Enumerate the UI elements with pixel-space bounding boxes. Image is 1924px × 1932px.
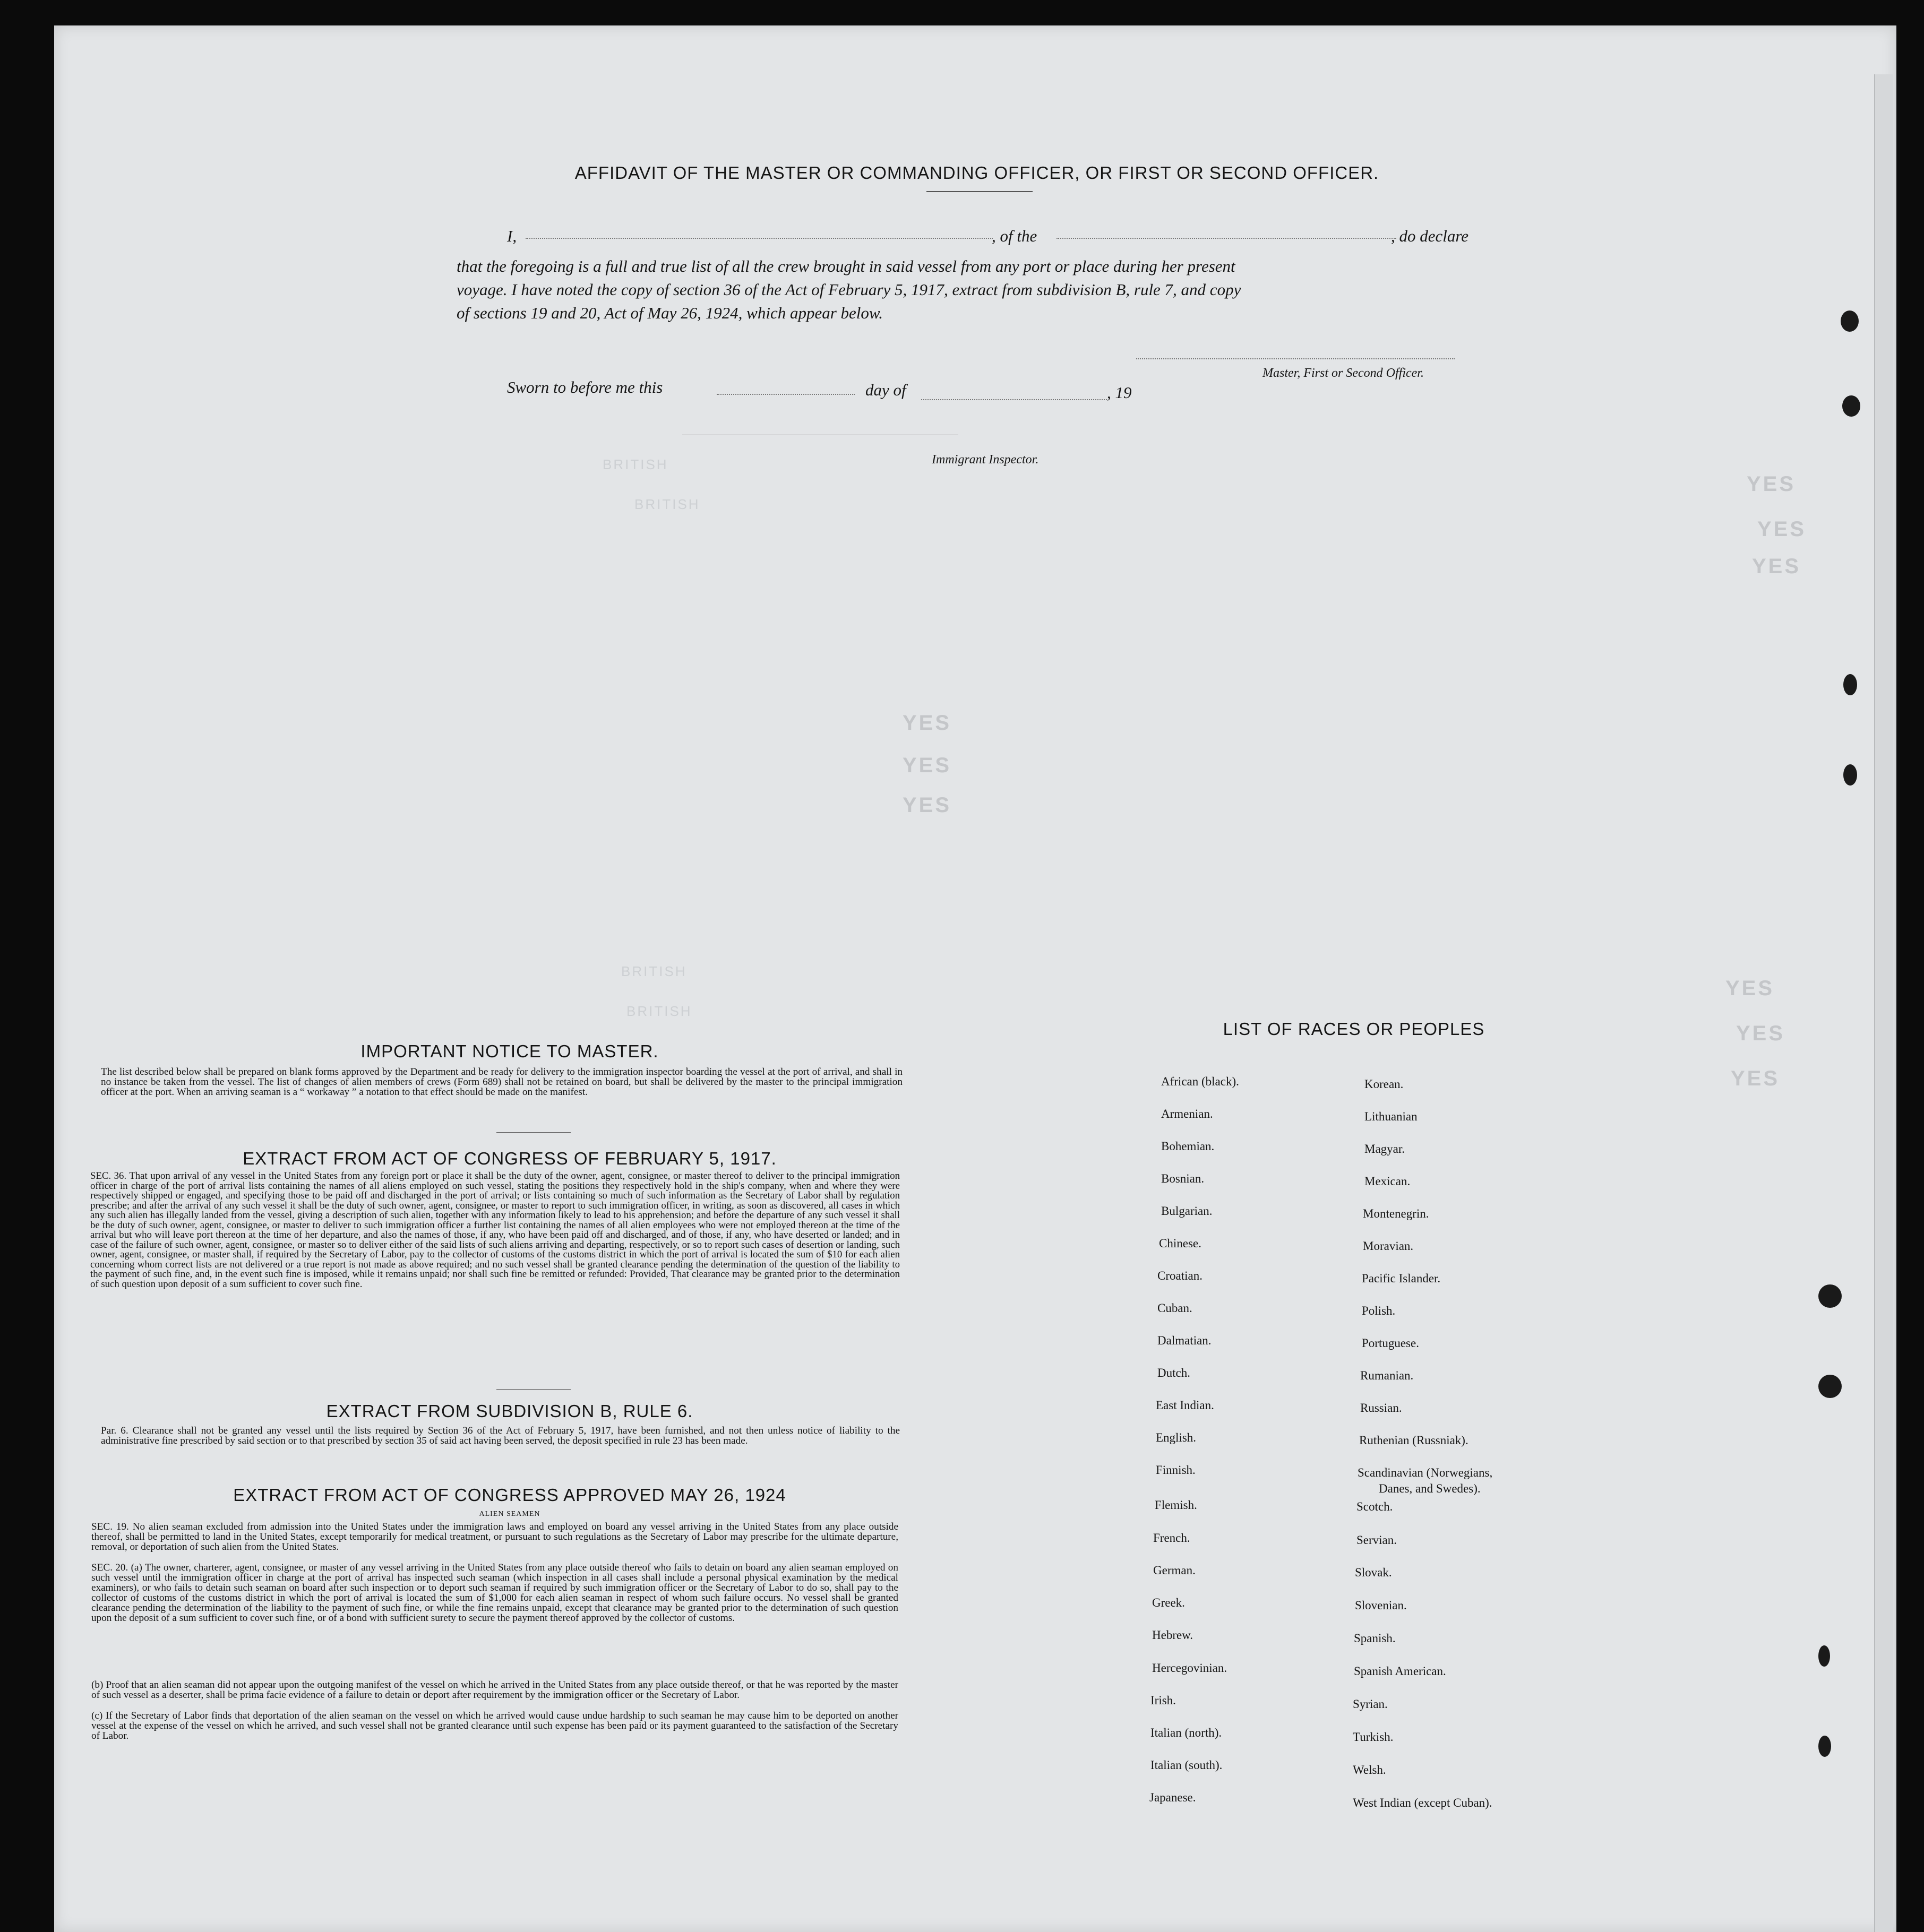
extract-1924-subtitle: ALIEN SEAMEN: [479, 1510, 540, 1518]
race-item: Bohemian.: [1161, 1140, 1215, 1153]
race-item: Bulgarian.: [1161, 1204, 1213, 1218]
race-item: Ruthenian (Russniak).: [1359, 1434, 1468, 1447]
race-item: Hebrew.: [1152, 1628, 1193, 1642]
affidavit-of-the-label: , of the: [992, 227, 1037, 245]
race-item: English.: [1156, 1431, 1197, 1444]
race-item: Chinese.: [1159, 1237, 1201, 1250]
bleed-through-mark: YES: [1736, 1022, 1785, 1045]
bleed-through-mark: BRITISH: [603, 456, 668, 472]
race-item: Finnish.: [1156, 1463, 1196, 1477]
notice-text: The list described below shall be prepared on blank forms approved by the Department and be ready for delivery to the immigration inspector boarding the vessel at the port of arrival, and shall in no instance be taken from the vessel. The list of changes of alien members of crews (Form 689) shall not be retained on board, but shall be delivered by the master to the principal immigration officer at the port. When an arriving seaman is a “ workaway ” a notation to that effect should be made on the manifest.: [101, 1066, 903, 1098]
race-item: Russian.: [1360, 1401, 1402, 1414]
race-item: Spanish.: [1354, 1632, 1396, 1645]
race-item: Flemish.: [1155, 1498, 1197, 1512]
extract-1924-sec20b: (b) Proof that an alien seaman did not appear upon the outgoing manifest of the vessel on which he arrived in the United States from any place outside thereof, or that he was reported by the master of such vessel as a deserter, shall be prima facie evidence of a failure to detain or deport after requirement by the immigration officer or the Secretary of Labor.: [91, 1679, 898, 1701]
race-item: Slovak.: [1355, 1566, 1392, 1579]
race-item: Servian.: [1356, 1533, 1397, 1547]
extract-1917-title: EXTRACT FROM ACT OF CONGRESS OF FEBRUARY 5, 1917.: [243, 1149, 777, 1168]
binder-hole: [1842, 395, 1860, 417]
extract-1924-sec20c: (c) If the Secretary of Labor finds that deportation of the alien seaman on the vessel on which he arrived would cause undue hardship to such seaman he may cause him to be deported on another vessel at the expense of the vessel on which he arrived, and such vessel shall not be granted clearance until such expense has been paid or its payment guaranteed to the satisfaction of the Secretary of Labor.: [91, 1710, 898, 1741]
race-item: Portuguese.: [1362, 1336, 1419, 1350]
title-divider: [926, 191, 1033, 192]
extract-1924-sec19: SEC. 19. No alien seaman excluded from admission into the United States under the immigration laws and employed on board any vessel arriving in the United States from any place outside thereof, shall be permitted to land in the United States, except temporarily for medical treatment, or pursuant to such regulations as the Secretary of Labor may prescribe for the ultimate departure, removal, or deportation of such alien from the United States.: [91, 1521, 898, 1552]
signature-label: Master, First or Second Officer.: [1262, 366, 1424, 380]
race-item: Irish.: [1150, 1694, 1176, 1707]
race-item: Spanish American.: [1354, 1664, 1446, 1678]
race-item: African (black).: [1161, 1075, 1239, 1088]
bleed-through-mark: YES: [903, 794, 952, 817]
race-item: Croatian.: [1157, 1269, 1202, 1282]
sworn-label: Sworn to before me this: [507, 378, 663, 396]
race-item: Armenian.: [1161, 1107, 1213, 1120]
race-item: Danes, and Swedes).: [1379, 1482, 1481, 1495]
binder-hole: [1818, 1645, 1830, 1667]
race-item: Korean.: [1364, 1077, 1404, 1091]
race-item: Montenegrin.: [1363, 1207, 1429, 1220]
race-item: Moravian.: [1363, 1239, 1414, 1253]
race-item: West Indian (except Cuban).: [1353, 1796, 1492, 1809]
race-item: Lithuanian: [1364, 1110, 1418, 1123]
bleed-through-mark: YES: [1757, 518, 1807, 541]
inspector-label: Immigrant Inspector.: [932, 453, 1039, 467]
race-item: Dutch.: [1157, 1366, 1190, 1379]
bleed-through-mark: YES: [1747, 472, 1796, 496]
binder-hole: [1843, 764, 1857, 786]
race-item: Scandinavian (Norwegians,: [1358, 1466, 1493, 1479]
extract-rule6-title: EXTRACT FROM SUBDIVISION B, RULE 6.: [326, 1401, 693, 1421]
bleed-through-mark: BRITISH: [626, 1003, 692, 1019]
affidavit-declarant-label: I,: [507, 227, 517, 245]
race-item: Dalmatian.: [1157, 1334, 1212, 1347]
race-item: Greek.: [1152, 1596, 1185, 1609]
binder-hole: [1818, 1284, 1842, 1308]
race-item: East Indian.: [1156, 1399, 1214, 1412]
year-label: , 19: [1107, 383, 1132, 402]
day-of-label: day of: [865, 381, 906, 399]
bleed-through-mark: BRITISH: [621, 963, 687, 979]
declarant-name-field[interactable]: [526, 238, 993, 239]
document-page: [54, 25, 1896, 1932]
extract-1924-sec20a: SEC. 20. (a) The owner, charterer, agent, consignee, or master of any vessel arriving in the United States from any place outside thereof who fails to detain on board any alien seaman employed on such vessel until the immigration officer in charge at the port of arrival has inspected such seaman (which inspection in all cases shall include a personal physical examination by the medical examiners), or who fails to detain such seaman on board after such inspection or to deport such seaman if required by such immigration officer or the Secretary of Labor to do so, shall pay to the collector of customs of the customs district in which the port of arrival is located the sum of $1,000 for each alien seaman in respect of whom such failure occurs. No vessel shall be granted clearance pending the determination of the liability to the payment of such fine, or while the fine remains unpaid, except that clearance may be granted prior to the determination of such question upon the deposit of a sum sufficient to cover such fine, or of a bond with sufficient surety to secure the payment thereof approved by the collector of customs.: [91, 1562, 898, 1624]
bleed-through-mark: YES: [1725, 977, 1775, 1000]
binder-hole: [1843, 674, 1857, 695]
affidavit-text-line: that the foregoing is a full and true list of all the crew brought in said vessel from any port or place during her present: [457, 257, 1235, 275]
vessel-name-field[interactable]: [1057, 238, 1396, 239]
race-item: Magyar.: [1364, 1142, 1405, 1155]
binder-hole: [1818, 1375, 1842, 1398]
race-item: Scotch.: [1356, 1500, 1393, 1513]
bleed-through-mark: YES: [903, 754, 952, 777]
affidavit-text-line: of sections 19 and 20, Act of May 26, 1924, which appear below.: [457, 304, 883, 322]
race-item: Bosnian.: [1161, 1172, 1205, 1185]
race-item: Syrian.: [1353, 1697, 1388, 1711]
race-item: Welsh.: [1353, 1763, 1386, 1776]
extract-rule6-text: Par. 6. Clearance shall not be granted any vessel until the lists required by Section 36 of the Act of February 5, 1917, have been furnished, and not then unless notice of liability to the administrative fine prescribed by said section or to that prescribed by section 35 of said act having been served, the deposit specified in rule 23 has been made.: [101, 1425, 900, 1446]
sworn-month-field[interactable]: [921, 399, 1107, 400]
race-item: German.: [1153, 1564, 1196, 1577]
binder-hole: [1841, 310, 1859, 332]
race-item: Pacific Islander.: [1362, 1272, 1441, 1285]
race-item: Italian (north).: [1150, 1726, 1222, 1739]
notice-title: IMPORTANT NOTICE TO MASTER.: [360, 1041, 659, 1061]
extract-1924-title: EXTRACT FROM ACT OF CONGRESS APPROVED MAY 26, 1924: [233, 1485, 786, 1505]
race-item: Turkish.: [1353, 1730, 1394, 1744]
race-item: French.: [1153, 1531, 1190, 1545]
race-item: Slovenian.: [1355, 1599, 1407, 1612]
race-item: Polish.: [1362, 1304, 1396, 1317]
bleed-through-mark: YES: [1731, 1067, 1780, 1090]
affidavit-title: AFFIDAVIT OF THE MASTER OR COMMANDING OFFICER, OR FIRST OR SECOND OFFICER.: [574, 163, 1379, 183]
race-item: Japanese.: [1149, 1791, 1196, 1804]
race-item: Cuban.: [1157, 1301, 1192, 1315]
races-title: LIST OF RACES OR PEOPLES: [1223, 1019, 1485, 1039]
race-item: Rumanian.: [1360, 1369, 1414, 1382]
officer-signature-field[interactable]: [1136, 358, 1455, 359]
affidavit-declare-label: , do declare: [1391, 227, 1469, 245]
race-item: Mexican.: [1364, 1175, 1411, 1188]
section-divider: [496, 1389, 571, 1390]
affidavit-text-line: voyage. I have noted the copy of section 36 of the Act of February 5, 1917, extract from subdivision B, rule 7, and copy: [457, 280, 1241, 299]
race-item: Hercegovinian.: [1152, 1661, 1227, 1675]
section-divider: [496, 1132, 571, 1133]
race-item: Italian (south).: [1150, 1758, 1223, 1772]
extract-1917-text: SEC. 36. That upon arrival of any vessel in the United States from any foreign port or place it shall be the duty of the owner, agent, consignee, or master thereof to deliver to the principal immigration officer in charge of the port of arrival lists containing the names of all aliens employed on such vessel, stating the positions they respectively hold in the ship's company, when and where they were respectively shipped or engaged, and specifying those to be paid off and discharged in the port of arrival; or lists containing so much of such information as the Secretary of Labor shall by regulation prescribe; and after the arrival of any such vessel it shall be the duty of such owner, agent, consignee, or master to report to such immigration officer, in writing, as soon as discovered, all cases in which any such alien has illegally landed from the vessel, giving a description of such alien, together with any information likely to lead to his apprehension; and before the departure of any such vessel it shall be the duty of such owner, agent, consignee, or master to deliver to such immigration officer a further list containing the names of all alien employees who were not employed thereon at the time of the arrival but who will leave port thereon at the time of her departure, and also the names of those, if any, who have been paid off and discharged, and of those, if any, who have deserted or landed; and in case of the failure of such owner, agent, consignee, or master so to deliver either of the said lists of such aliens arriving and departing, respectively, or so to report such cases of desertion or landing, such owner, agent, consignee, or master shall, if required by the Secretary of Labor, pay to the collector of customs of the customs district in which the port of arrival is located the sum of $10 for each alien concerning whom correct lists are not delivered or a true report is not made as above required; and no such vessel shall be granted clearance pending the determination of the question of the liability to the payment of such fine, and, in the event such fine is imposed, while it remains unpaid; nor shall such fine be remitted or refunded: Provided, That clearance may be granted prior to the determination of such question upon deposit of a sum sufficient to cover such fine.: [90, 1170, 900, 1290]
bleed-through-mark: YES: [903, 711, 952, 735]
sworn-day-field[interactable]: [717, 394, 855, 395]
page-edge: [1874, 74, 1893, 1932]
bleed-through-mark: YES: [1752, 555, 1801, 578]
bleed-through-mark: BRITISH: [634, 496, 700, 512]
binder-hole: [1818, 1736, 1831, 1757]
